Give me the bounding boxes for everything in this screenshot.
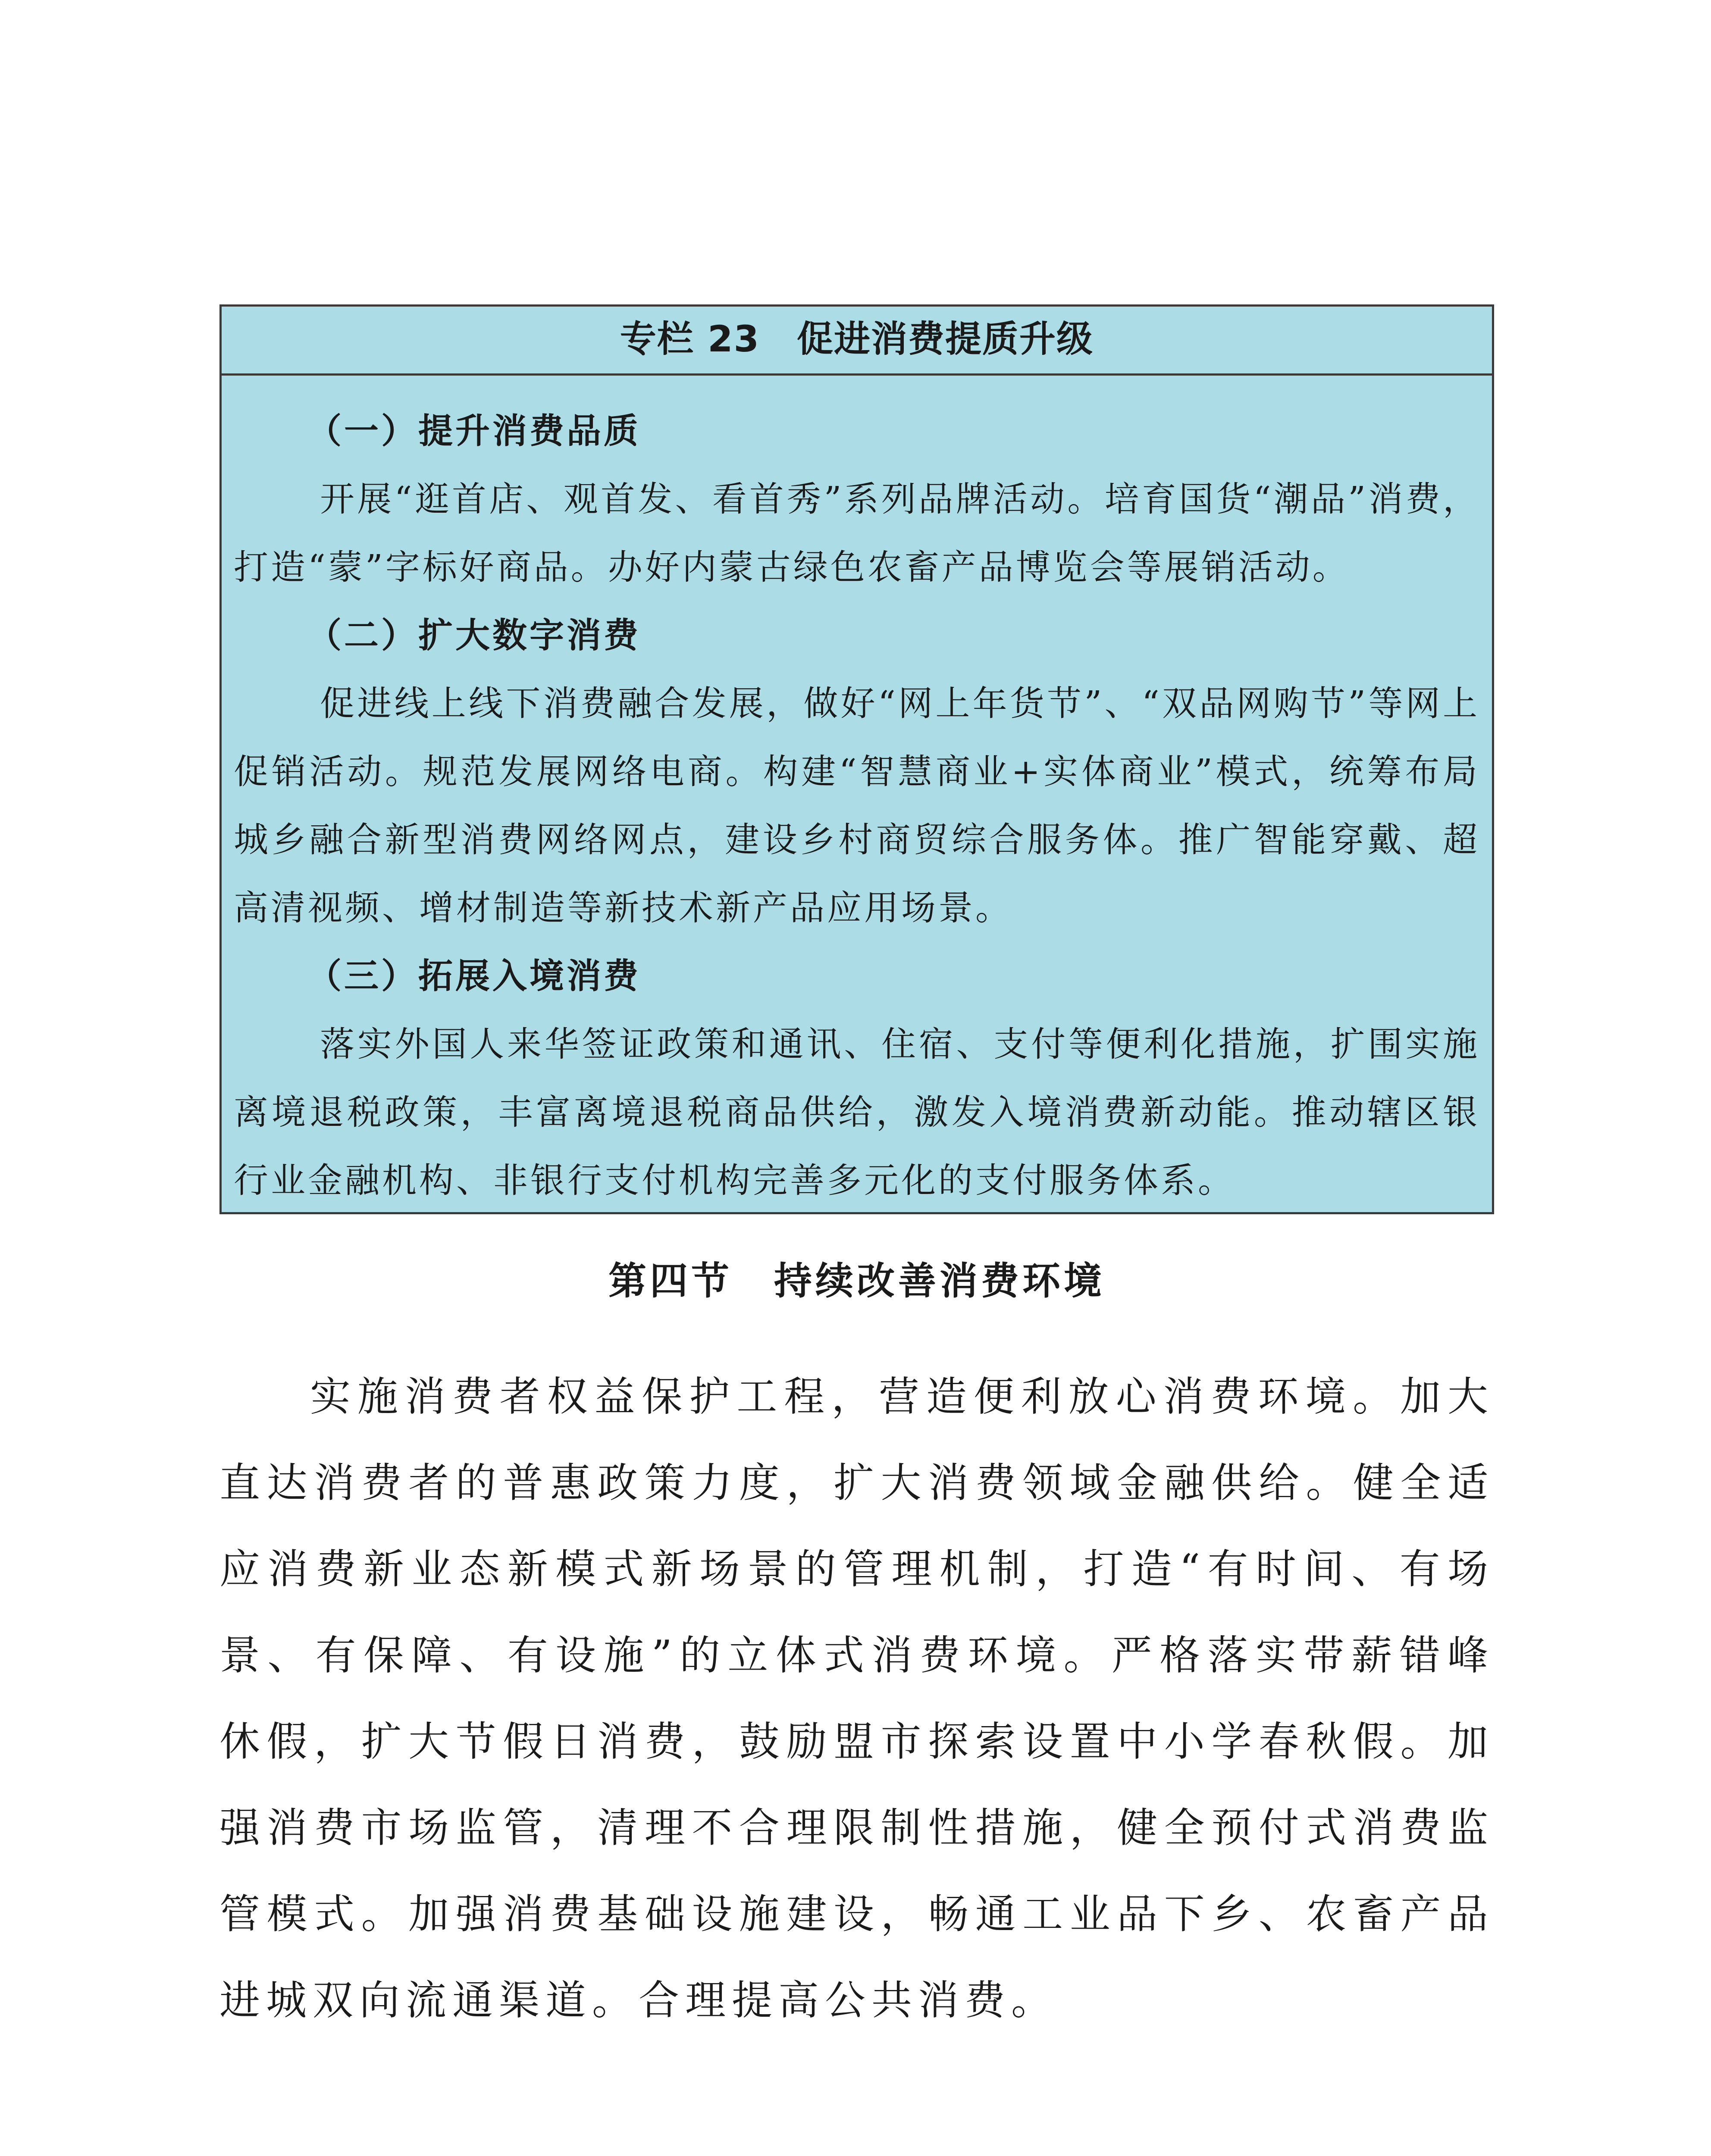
- feature-box-body: [222, 376, 1492, 1215]
- subsection-heading: （二）扩大数字消费: [307, 615, 641, 655]
- feature-box-title: 专栏 23 促进消费提质升级: [222, 307, 1492, 376]
- subsection-text: 落实外国人来华签证政策和通讯、住宿、支付等便利化措施，扩围实施离境退税政策，丰富离境退税商品供给，激发入境消费新动能。推动辖区银行业金融机构、非银行支付机构完善多元化的支付服务体系。: [234, 1024, 1480, 1200]
- subsection-heading: （一）提升消费品质: [307, 411, 641, 451]
- body-paragraph: 实施消费者权益保护工程，营造便利放心消费环境。加大直达消费者的普惠政策力度，扩大消费领域金融供给。健全适应消费新业态新模式新场景的管理机制，打造“有时间、有场景、有保障、有设施”的立体式消费环境。严格落实带薪错峰休假，扩大节假日消费，鼓励盟市探索设置中小学春秋假。加强消费市场监管，清理不合理限制性措施，健全预付式消费监管模式。加强消费基础设施建设，畅通工业品下乡、农畜产品进城双向流通渠道。合理提高公共消费。: [219, 1373, 1494, 2024]
- subsection-text: 促进线上线下消费融合发展，做好“网上年货节”、“双品网购节”等网上促销活动。规范发展网络电商。构建“智慧商业+实体商业”模式，统筹布局城乡融合新型消费网络网点，建设乡村商贸综合服务体。推广智能穿戴、超高清视频、增材制造等新技术新产品应用场景。: [234, 683, 1480, 928]
- section-title: 第四节 持续改善消费环境: [608, 1258, 1105, 1303]
- subsection-text: 开展“逛首店、观首发、看首秀”系列品牌活动。培育国货“潮品”消费，打造“蒙”字标好商品。办好内蒙古绿色农畜产品博览会等展销活动。: [234, 479, 1480, 587]
- subsection-heading: （三）拓展入境消费: [307, 956, 641, 996]
- feature-box: [219, 304, 1494, 1214]
